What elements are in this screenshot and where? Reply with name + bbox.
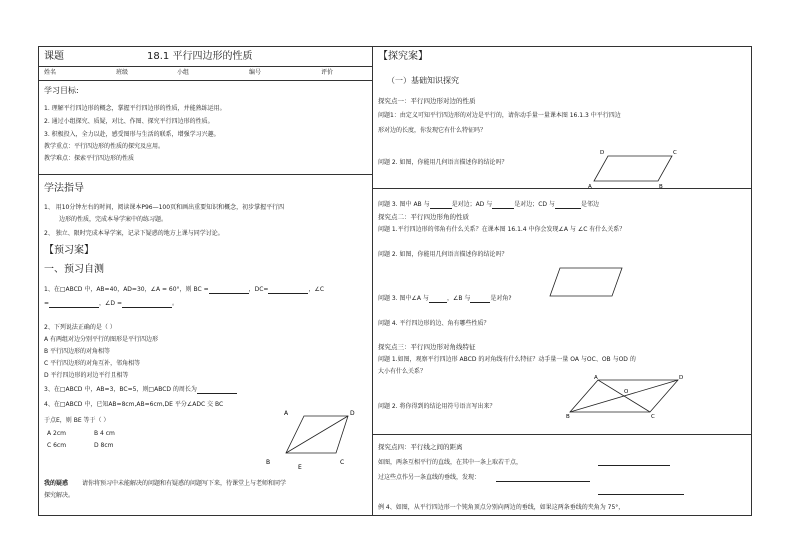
teaching-difficulty: 教学难点：探索平行四边形的性质 (44, 155, 135, 162)
question-1-line-1 (44, 286, 324, 294)
angle-d-answer-blank[interactable] (122, 307, 172, 308)
label-c: C (340, 459, 345, 466)
table-right-border (751, 46, 752, 516)
point-2-question-1: 问题 1.平行四边形的邻角有什么关系？在课本图 16.1.4 中你会发现∠A 与 ∠C 有什么关系？ (378, 226, 626, 233)
parallel-line-top (598, 465, 670, 466)
point-3-question-1a: 问题 1.如图，观察平行四边形 ABCD 的对角线有什么特征？动手量一量 OA 与OC、OB 与OD 的 (378, 356, 636, 363)
question-2-option-d: D 平行四边形的对边平行且相等 (44, 372, 129, 379)
point-2-question-4: 问题 4. 平行四边形的边、角有哪些性质？ (378, 320, 490, 327)
label-d: D (350, 410, 355, 417)
label-b-1: B (659, 184, 663, 190)
label-c-1: C (673, 150, 677, 156)
field-class: 班级 (116, 69, 129, 76)
question-1-text-b: ，DC= (248, 286, 269, 293)
table-bottom-border (38, 515, 752, 516)
label-c-3: C (651, 414, 655, 420)
point-2-q3-text-c: 是对角? (490, 295, 512, 302)
question-3 (44, 386, 237, 394)
label-a: A (284, 410, 289, 417)
point-1-q3-text-a: 问题 3. 图中 AB 与 (378, 201, 430, 208)
point-4-text-a: 如图，两条互相平行的直线，在其中一条上取若干点， (378, 459, 523, 466)
opposite-side-ab-blank[interactable] (430, 208, 452, 209)
label-e: E (298, 464, 302, 471)
table-column-divider (372, 46, 373, 516)
label-a-3: A (594, 375, 598, 381)
bc-answer-blank[interactable] (209, 293, 249, 294)
parallelogram-figure-point-2 (546, 260, 628, 302)
method-item-1b: 边形的性质，完成本导学案中的练习题。 (59, 216, 168, 223)
point-1-question-2: 问题 2. 如图，你能用几何语言描述你的结论吗？ (378, 159, 508, 166)
method-item-1a: 1、 用10分钟左右的时间，阅读课本P96—100页和画出重要知识和概念，初步掌握平行四 (44, 204, 285, 211)
question-1-text-f: 。 (171, 300, 178, 307)
opposite-side-ad-blank[interactable] (492, 208, 514, 209)
point-4-answer-line[interactable] (496, 481, 590, 482)
point-1-question-1b: 形对边的长度，你发现它有什么特征吗？ (378, 127, 487, 134)
point-2-q3-text-a: 问题 3. 图中∠A 与 (378, 295, 429, 302)
field-group: 小组 (177, 69, 190, 76)
dc-answer-blank[interactable] (268, 293, 308, 294)
parallelogram-figure-q4 (266, 406, 356, 471)
preview-heading: 【预习案】 (44, 245, 94, 256)
confusion-line-1 (44, 480, 286, 488)
label-b: B (266, 459, 271, 466)
goals-heading: 学习目标: (44, 86, 79, 95)
parallelogram-shape-2 (550, 268, 622, 296)
point-4-title: 探究点四：平行线之间的距离 (378, 443, 463, 451)
goal-line-3: 3. 积极投入，全力以赴，感受图形与生活的联系，增强学习兴趣。 (44, 131, 220, 138)
diagonal-bd-line (570, 380, 678, 412)
row-divider-fields (38, 80, 372, 81)
question-2-option-a: A 有两组对边分别平行的图形是平行四边形 (44, 336, 159, 343)
label-b-3: B (566, 414, 570, 420)
field-name: 姓名 (44, 69, 57, 76)
point-2-question-2: 问题 2. 如图，你能用几何语言描述你的结论吗？ (378, 251, 508, 258)
lesson-title: 18.1 平行四边形的性质 (147, 51, 253, 62)
point-3-question-1b: 大小有什么关系？ (378, 368, 427, 375)
question-4-option-b: B 4 cm (94, 430, 115, 437)
confusion-text-a: 请你将预习中未能解决的问题和有疑惑的问题写下来，待课堂上与老师和同学 (82, 480, 287, 487)
point-1-title: 探究点一：平行四边形对边的性质 (378, 97, 476, 105)
row-divider-title (38, 66, 372, 67)
question-4-option-a: A 2cm (47, 430, 66, 437)
question-4-line-2: 于点E，则 BE 等于（ ） (44, 417, 110, 424)
label-d-3: D (679, 375, 684, 381)
goal-line-2: 2. 通过小组探究、质疑，对比、作图、探究平行四边形的性质。 (44, 118, 214, 125)
table-left-border (38, 46, 39, 516)
question-4-option-c: C 6cm (47, 442, 67, 449)
point-3-title: 探究点三：平行四边形对角线特征 (378, 343, 476, 351)
method-item-2: 2、 独立、限时完成本导学案，记录下疑惑的地方上课与同学讨论。 (44, 230, 224, 237)
label-d-1: D (600, 150, 605, 156)
question-1-text-c: ，∠C (308, 286, 325, 293)
question-1-text-d: = (44, 300, 50, 307)
point-2-q3-text-b: ，∠B 与 (446, 295, 471, 302)
row-divider-goals (38, 174, 372, 175)
goal-line-1: 1. 理解平行四边形的概念，掌握平行四边形的性质，并能熟练运用。 (44, 105, 226, 112)
point-1-question-3 (378, 201, 599, 209)
point-2-title: 探究点二：平行四边形角的性质 (378, 213, 469, 221)
confusion-label: 我的疑惑 (44, 480, 69, 487)
preview-subheading: 一、预习自测 (44, 264, 104, 275)
field-evaluation: 评价 (321, 69, 334, 76)
question-2: 2、下列说法正确的是（ ） (44, 324, 116, 331)
label-o-3: O (624, 389, 629, 395)
point-2-question-3 (378, 295, 512, 303)
parallelogram-diagonals-figure (566, 374, 684, 418)
question-1-line-2 (44, 300, 178, 308)
parallel-line-bottom (598, 494, 684, 495)
lesson-label: 课题 (44, 51, 64, 62)
question-4-option-d: D 8cm (94, 442, 114, 449)
question-3-text: 3、在□ABCD 中，AB=3，BC=5，则□ABCD 的周长为 (44, 386, 197, 393)
example-4-text: 例 4、如图，从平行四边形一个钝角顶点分别向两边的垂线，如果这两条垂线的夹角为 75°， (378, 504, 625, 511)
method-heading: 学法指导 (44, 183, 84, 194)
point-3-question-2: 问题 2. 将你得到的结论用符号语言写出来？ (378, 403, 496, 410)
question-1-text-a: 1、在□ABCD 中，AB=40，AD=30，∠A = 60°，则 BC = (44, 286, 209, 293)
row-divider-right-2 (372, 434, 751, 435)
confusion-line-2: 探究解决。 (44, 492, 75, 499)
parallelogram-figure-point-1 (586, 148, 676, 192)
point-1-question-1a: 问题1：由定义可知平行四边形的对边是平行的，请你动手量一量课本图 16.1.3 中平行四边 (378, 112, 621, 119)
field-number: 编号 (249, 69, 262, 76)
perimeter-answer-blank[interactable] (197, 393, 237, 394)
table-top-border (38, 46, 752, 47)
teaching-key-point: 教学重点：平行四边形的性质的探究及应用。 (44, 143, 165, 150)
question-4-line-1: 4、在□ABCD 中，已知AB=8cm,AB=6cm,DE 平分∠ADC 交 BC (44, 401, 224, 408)
point-1-q3-text-b: 是对边；AD 与 (451, 201, 493, 208)
row-divider-right-1 (372, 188, 751, 189)
adjacent-side-cd-blank[interactable] (555, 208, 581, 209)
opposite-angle-a-blank[interactable] (429, 302, 447, 303)
parallelogram-shape-1 (594, 156, 672, 181)
label-a-1: A (588, 184, 592, 190)
question-2-option-c: C 平行四边形的对角互补，邻角相等 (44, 360, 141, 367)
explore-subheading: （一）基础知识探究 (387, 76, 459, 85)
question-2-option-b: B 平行四边形的对角相等 (44, 348, 111, 355)
explore-heading: 【探究案】 (378, 51, 428, 62)
point-4-text-b: 过这些点作另一条直线的垂线，发现： (378, 474, 481, 481)
point-1-q3-text-c: 是对边；CD 与 (514, 201, 555, 208)
question-1-text-e: ，∠D = (99, 300, 122, 307)
point-1-q3-text-d: 是邻边 (580, 201, 599, 208)
angle-c-answer-blank[interactable] (49, 307, 99, 308)
opposite-angle-b-blank[interactable] (470, 302, 490, 303)
